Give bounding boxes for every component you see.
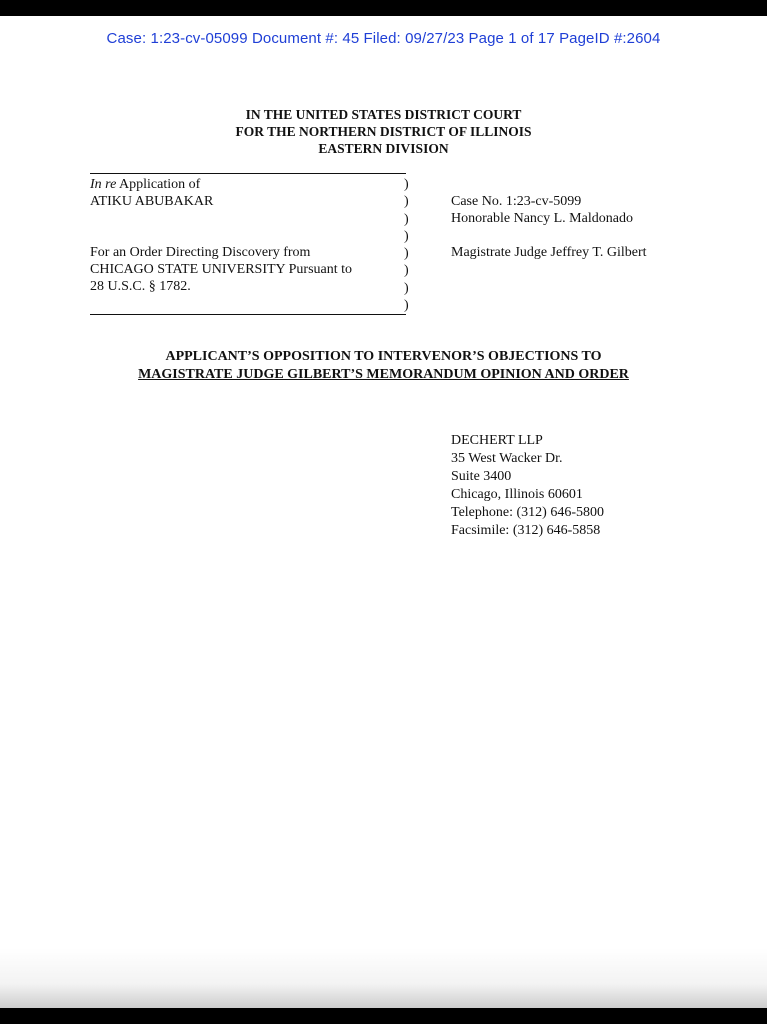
firm-street: 35 West Wacker Dr. (451, 451, 563, 466)
application-of-text: Application of (116, 177, 201, 192)
court-heading-line1: IN THE UNITED STATES DISTRICT COURT (245, 107, 522, 122)
document-title-line2: MAGISTRATE JUDGE GILBERT’S MEMORANDUM OPINION AND ORDER (138, 367, 629, 382)
caption-blank-row (90, 210, 352, 227)
firm-name: DECHERT LLP (451, 433, 543, 448)
paren: ) (404, 263, 409, 279)
firm-facsimile: Facsimile: (312) 646-5858 (451, 523, 601, 538)
case-number: Case No. 1:23-cv-5099 (451, 194, 582, 209)
firm-city: Chicago, Illinois 60601 (451, 487, 583, 502)
page-bottom-shadow (0, 948, 767, 1008)
paren: ) (404, 228, 409, 244)
order-line-1: For an Order Directing Discovery from (90, 245, 311, 260)
paren: ) (404, 194, 409, 210)
court-heading-line3: EASTERN DIVISION (318, 141, 449, 156)
order-line-3: 28 U.S.C. § 1782. (90, 279, 191, 294)
firm-telephone: Telephone: (312) 646-5800 (451, 505, 604, 520)
caption-parentheses (404, 176, 409, 314)
document-page (0, 16, 767, 1008)
document-title-line1: APPLICANT’S OPPOSITION TO INTERVENOR’S OBJECTIONS TO (165, 349, 602, 364)
paren: ) (404, 211, 409, 227)
ecf-header-stamp: Case: 1:23-cv-05099 Document #: 45 Filed: 09/27/23 Page 1 of 17 PageID #:2604 (106, 30, 661, 47)
caption-right (451, 193, 647, 261)
applicant-name: ATIKU ABUBAKAR (90, 194, 214, 209)
order-line-2: CHICAGO STATE UNIVERSITY Pursuant to (90, 262, 353, 277)
in-re-text: In re (90, 177, 117, 192)
paren: ) (404, 298, 409, 314)
caption-blank-row (451, 227, 647, 244)
presiding-judge: Honorable Nancy L. Maldonado (451, 211, 633, 226)
court-heading-line2: FOR THE NORTHERN DISTRICT OF ILLINOIS (235, 124, 532, 139)
paren: ) (404, 177, 409, 192)
caption-left (90, 176, 352, 295)
court-heading (0, 106, 767, 157)
caption-blank-row (90, 227, 352, 244)
caption-bottom-rule (90, 314, 406, 315)
document-title (0, 348, 767, 384)
caption-top-rule (90, 173, 406, 174)
magistrate-judge: Magistrate Judge Jeffrey T. Gilbert (451, 245, 647, 260)
paren: ) (404, 280, 409, 296)
firm-block (451, 432, 604, 540)
paren: ) (404, 246, 409, 262)
firm-suite: Suite 3400 (451, 469, 512, 484)
caption-in-re (90, 176, 352, 193)
